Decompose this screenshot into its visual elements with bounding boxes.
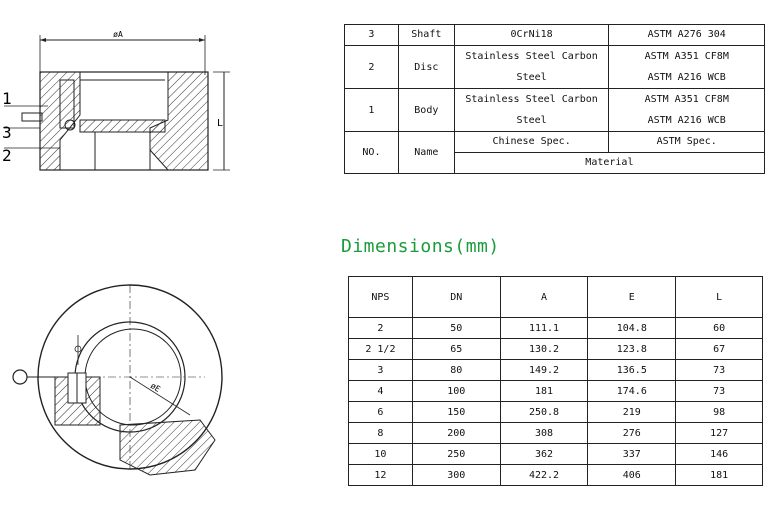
table-row [349, 444, 763, 465]
cell-nps: 6 [349, 402, 413, 423]
cell-nps: 8 [349, 423, 413, 444]
table-row [349, 318, 763, 339]
cell-l: 146 [676, 444, 763, 465]
cell-nps: 12 [349, 465, 413, 486]
valve-section-drawing [0, 20, 240, 180]
cell-l: 73 [676, 381, 763, 402]
table-row [349, 402, 763, 423]
dimension-e-label: øE [148, 381, 162, 394]
cell-e: 406 [588, 465, 676, 486]
table-row [349, 360, 763, 381]
dimensions-title: Dimensions(mm) [341, 236, 500, 257]
callout-3: 3 [2, 123, 12, 142]
table-row [345, 46, 765, 68]
cell-l: 98 [676, 402, 763, 423]
callout-2: 2 [2, 146, 12, 165]
cell-dn: 50 [412, 318, 500, 339]
cell-dn: 300 [412, 465, 500, 486]
cell-e: 136.5 [588, 360, 676, 381]
header-chinese-spec: Chinese Spec. [454, 132, 609, 153]
dimensions-table [348, 276, 763, 486]
table-row [345, 25, 765, 46]
cell-e: 123.8 [588, 339, 676, 360]
callout-1: 1 [2, 89, 12, 108]
dimension-l-label: L [217, 118, 224, 129]
table-header-row [345, 132, 765, 153]
cell-l: 73 [676, 360, 763, 381]
cell-a: 181 [500, 381, 588, 402]
cell-dn: 200 [412, 423, 500, 444]
row-no: 2 [345, 46, 399, 89]
astm-spec-line2: ASTM A216 WCB [609, 67, 765, 89]
cell-nps: 3 [349, 360, 413, 381]
table-row [345, 89, 765, 111]
cell-dn: 100 [412, 381, 500, 402]
material-table [344, 24, 765, 174]
table-row [349, 465, 763, 486]
cell-a: 149.2 [500, 360, 588, 381]
header-nps: NPS [349, 277, 413, 318]
header-material: Material [454, 153, 764, 174]
chinese-spec: 0CrNi18 [454, 25, 609, 46]
cell-dn: 150 [412, 402, 500, 423]
table-row [349, 423, 763, 444]
cell-l: 181 [676, 465, 763, 486]
astm-spec: ASTM A276 304 [609, 25, 765, 46]
cell-nps: 2 [349, 318, 413, 339]
header-l: L [676, 277, 763, 318]
header-e: E [588, 277, 676, 318]
header-name: Name [398, 132, 454, 174]
cell-a: 422.2 [500, 465, 588, 486]
cell-a: 362 [500, 444, 588, 465]
cell-e: 276 [588, 423, 676, 444]
cell-nps: 10 [349, 444, 413, 465]
cell-dn: 250 [412, 444, 500, 465]
cell-e: 219 [588, 402, 676, 423]
cell-e: 337 [588, 444, 676, 465]
chinese-spec-line2: Steel [516, 115, 547, 126]
header-astm-spec: ASTM Spec. [609, 132, 765, 153]
table-header-row [349, 277, 763, 318]
cell-l: 127 [676, 423, 763, 444]
chinese-spec-line1: Stainless Steel Carbon [465, 94, 598, 105]
header-no: NO. [345, 132, 399, 174]
header-dn: DN [412, 277, 500, 318]
astm-spec-line2: ASTM A216 WCB [609, 110, 765, 132]
chinese-spec-line2: Steel [516, 72, 547, 83]
cell-dn: 65 [412, 339, 500, 360]
cell-e: 104.8 [588, 318, 676, 339]
table-row [349, 339, 763, 360]
astm-spec-line1: ASTM A351 CF8M [609, 46, 765, 68]
cell-dn: 80 [412, 360, 500, 381]
dimension-a-label: øA [113, 30, 123, 39]
cell-e: 174.6 [588, 381, 676, 402]
cell-a: 250.8 [500, 402, 588, 423]
cell-l: 60 [676, 318, 763, 339]
cell-a: 111.1 [500, 318, 588, 339]
cell-a: 308 [500, 423, 588, 444]
row-name: Body [398, 89, 454, 132]
chinese-spec-line1: Stainless Steel Carbon [465, 51, 598, 62]
header-a: A [500, 277, 588, 318]
cell-nps: 2 1/2 [349, 339, 413, 360]
row-no: 1 [345, 89, 399, 132]
astm-spec-line1: ASTM A351 CF8M [609, 89, 765, 111]
valve-plan-drawing [0, 265, 240, 510]
cell-nps: 4 [349, 381, 413, 402]
cell-a: 130.2 [500, 339, 588, 360]
row-no: 3 [345, 25, 399, 46]
table-row [349, 381, 763, 402]
row-name: Shaft [398, 25, 454, 46]
cell-l: 67 [676, 339, 763, 360]
row-name: Disc [398, 46, 454, 89]
